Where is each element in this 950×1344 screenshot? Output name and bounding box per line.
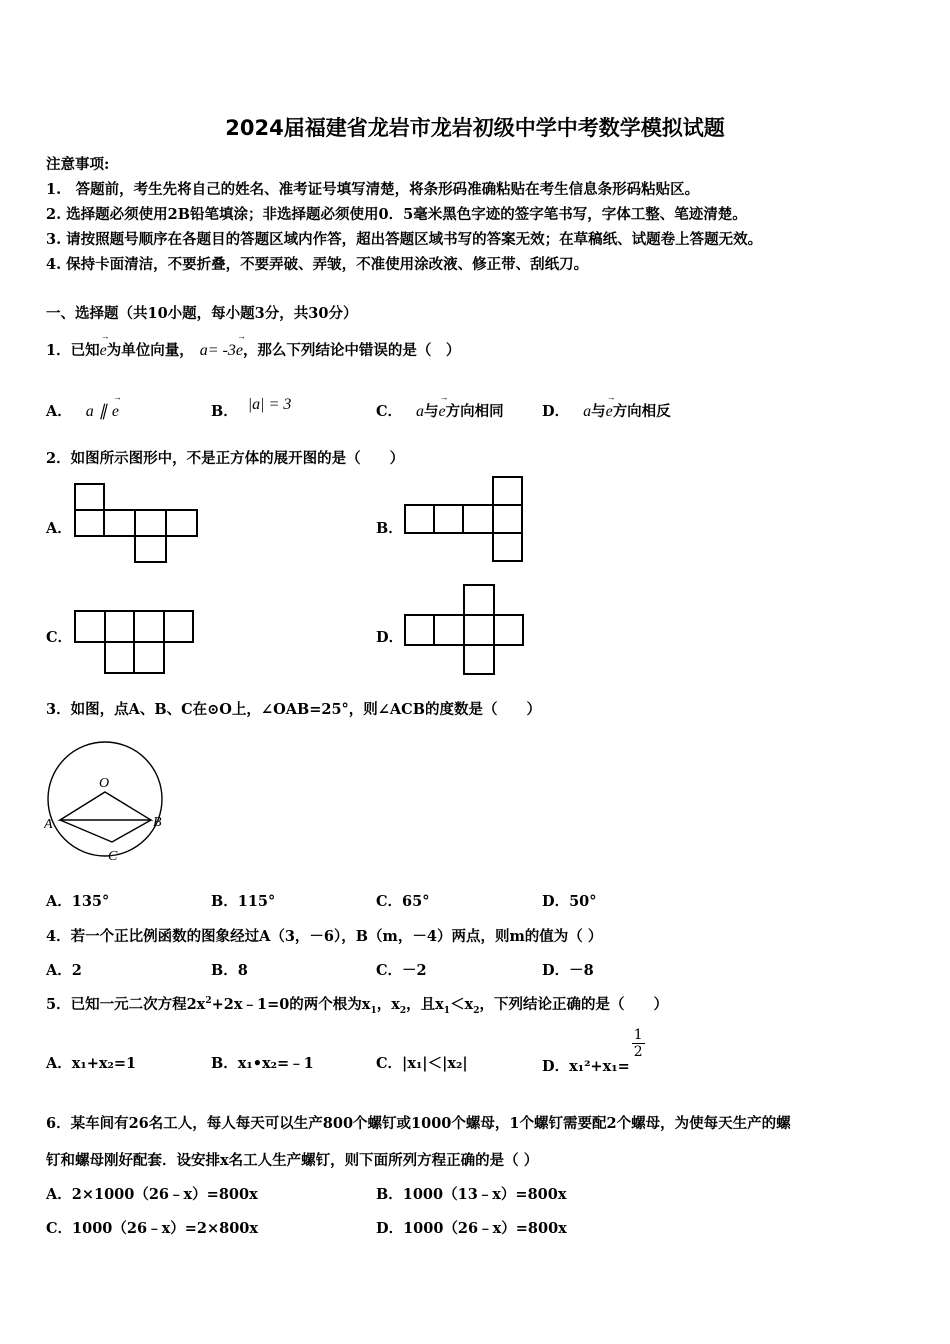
question-2-label-b: B． — [376, 520, 403, 537]
label-b: B — [153, 815, 162, 830]
label-a: A — [44, 817, 53, 832]
question-6-option-d: D．1000（26﹣x）=800x — [376, 1220, 567, 1237]
question-1-stem: 1．已知→ e为单位向量， a= -3→ e，那么下列结论中错误的是（ ） — [46, 339, 460, 360]
label-o: O — [99, 776, 110, 791]
page-title: 2024届福建省龙岩市龙岩初级中学中考数学模拟试题 — [225, 116, 725, 140]
net-figure-d — [400, 582, 530, 678]
question-1-option-c: C． a与→ e方向相同 — [376, 400, 504, 421]
question-4-option-a: A．2 — [46, 962, 82, 979]
question-6-option-c: C．1000（26﹣x）=2×800x — [46, 1220, 259, 1237]
question-1-option-d: D． a与→ e方向相反 — [542, 400, 671, 421]
question-4-option-d: D．－8 — [542, 962, 594, 979]
notice-item-3: 3. 请按照题号顺序在各题目的答题区域内作答，超出答题区域书写的答案无效；在草稿纸、试题卷上答题无效。 — [46, 231, 763, 248]
question-1-option-b: B． |a| = 3 — [211, 396, 292, 420]
question-3-option-c: C．65° — [376, 893, 430, 910]
question-6-stem-line1: 6．某车间有26名工人，每人每天可以生产800个螺钉或1000个螺母，1个螺钉需要配2个螺母，为使每天生产的螺 — [46, 1115, 791, 1132]
net-figure-c — [70, 608, 200, 678]
question-3-option-a: A．135° — [46, 893, 110, 910]
notice-item-2: 2. 选择题必须使用2B铅笔填涂；非选择题必须使用0．5毫米黑色字迹的签字笔书写，字体工整、笔迹清楚。 — [46, 206, 747, 223]
question-6-option-b: B．1000（13﹣x）=800x — [376, 1186, 567, 1203]
question-2-stem: 2．如图所示图形中，不是正方体的展开图的是（ ） — [46, 450, 405, 467]
question-2-label-a: A． — [46, 520, 72, 537]
label-c: C — [108, 849, 118, 864]
question-5-option-c: C．|x₁|＜|x₂| — [376, 1055, 468, 1072]
question-4-option-c: C．－2 — [376, 962, 427, 979]
question-5-option-b: B．x₁•x₂=﹣1 — [211, 1055, 314, 1072]
question-2-label-c: C． — [46, 629, 73, 646]
question-3-option-d: D．50° — [542, 893, 597, 910]
question-1-option-a: A． a ∥ → e — [46, 400, 119, 421]
notice-item-1: 1. 答题前，考生先将自己的姓名、准考证号填写清楚，将条形码准确粘贴在考生信息条形码粘贴区。 — [46, 181, 700, 198]
question-3-option-b: B．115° — [211, 893, 276, 910]
question-2-label-d: D． — [376, 629, 404, 646]
vector-e: → e — [100, 342, 107, 360]
question-6-stem-line2: 钉和螺母刚好配套．设安排x名工人生产螺钉，则下面所列方程正确的是（ ） — [46, 1152, 539, 1169]
net-figure-a — [70, 480, 205, 566]
question-3-stem: 3．如图，点A、B、C在⊙O上，∠OAB=25°，则∠ACB的度数是（ ） — [46, 701, 541, 718]
question-5-option-a: A．x₁+x₂=1 — [46, 1055, 137, 1072]
question-4-option-b: B．8 — [211, 962, 248, 979]
question-5-option-d: D．x₁²+x₁= $\frac{1}{2}$ — [542, 1027, 643, 1075]
net-figure-b — [400, 474, 530, 566]
question-4-stem: 4．若一个正比例函数的图象经过A（3，－6），B（m，－4）两点，则m的值为（ ） — [46, 928, 603, 945]
notice-item-4: 4. 保持卡面清洁，不要折叠，不要弄破、弄皱，不准使用涂改液、修正带、刮纸刀。 — [46, 256, 589, 273]
question-6-option-a: A．2×1000（26﹣x）=800x — [46, 1186, 258, 1203]
notice-heading: 注意事项: — [46, 156, 110, 173]
question-5-stem: 5．已知一元二次方程$2x^2+2x﹣1=0$的两个根为$x_1$，$x_2$，且$x_1<x_2$，下列结论正确的是（ ） — [46, 996, 668, 1016]
circle-figure — [44, 738, 170, 866]
section-heading: 一、选择题（共10小题，每小题3分，共30分） — [46, 305, 358, 322]
